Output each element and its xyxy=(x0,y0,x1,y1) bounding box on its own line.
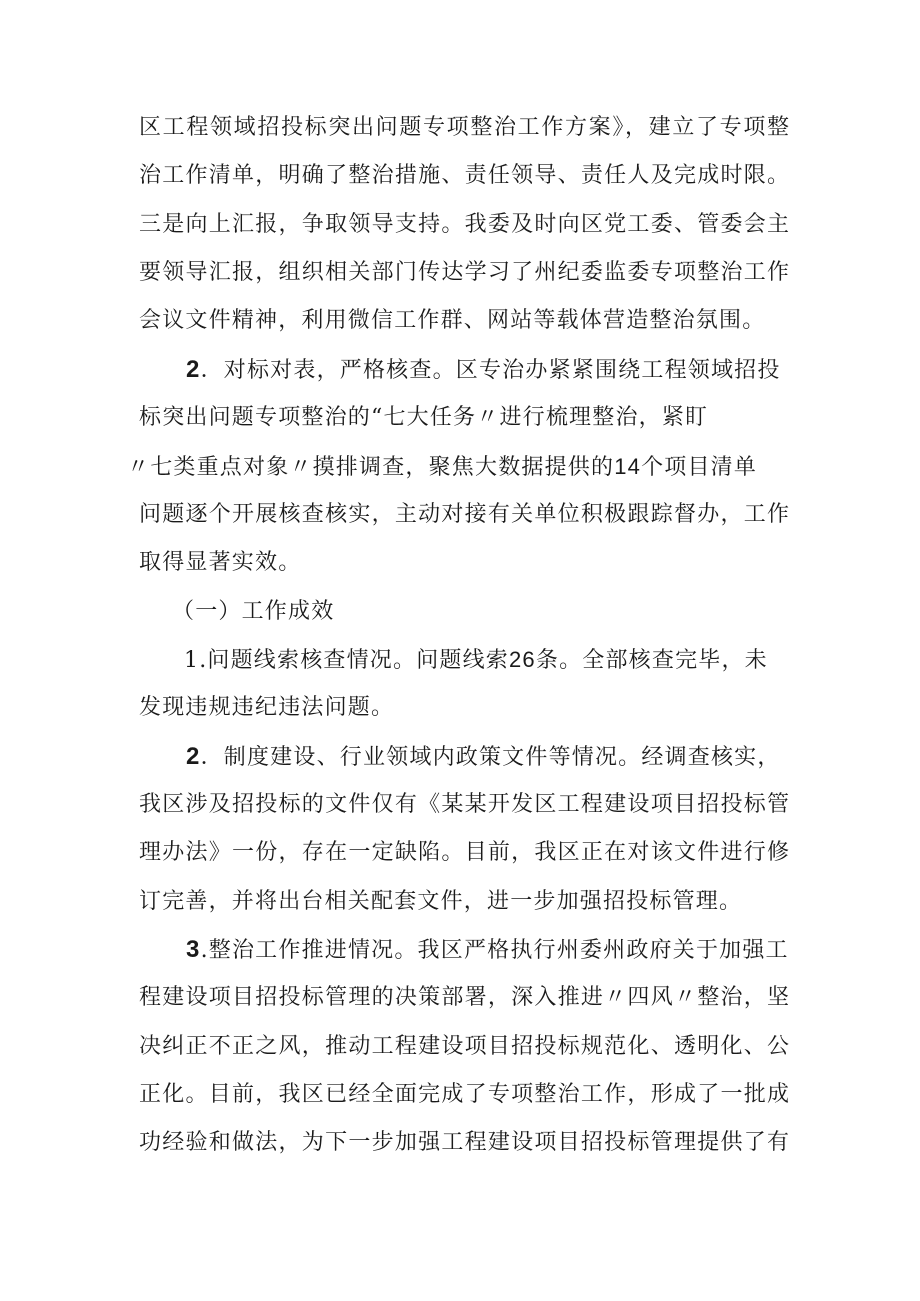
item2-line-1-text: ．对标对表，严格核查。区专治办紧紧围绕工程领域招投 xyxy=(200,358,781,383)
result3-line-2: 程建设项目招投标管理的决策部署，深入推进〃四风〃整治，坚 xyxy=(139,985,789,1010)
item2-line-4: 问题逐个开展核查核实，主动对接有关单位积极跟踪督办，工作 xyxy=(139,502,789,527)
result2-line-1 xyxy=(186,740,789,774)
item2-number: 2 xyxy=(186,356,201,383)
item2-line-3-pre: 〃七类重点对象〃摸排调查，聚焦大数据提供的 xyxy=(127,455,615,480)
result2-line-1-text: ．制度建设、行业领域内政策文件等情况。经调查核实， xyxy=(200,745,781,770)
item2-line-1 xyxy=(186,353,789,387)
section-heading: （一）工作成效 xyxy=(172,599,335,624)
result3-line-3: 决纠正不正之风，推动工程建设项目招投标规范化、透明化、公 xyxy=(139,1034,789,1059)
result2-number: 2 xyxy=(186,743,201,770)
item2-line-2: 标突出问题专项整治的“七大任务〃进行梳理整治，紧盯 xyxy=(139,405,709,430)
intro-line-3: 三是向上汇报，争取领导支持。我委及时向区党工委、管委会主 xyxy=(139,212,789,237)
result2-line-2: 我区涉及招投标的文件仅有《某某开发区工程建设项目招投标管 xyxy=(139,792,789,817)
item2-line-3-post: 个项目清单 xyxy=(641,455,758,480)
intro-line-4: 要领导汇报，组织相关部门传达学习了州纪委监委专项整治工作 xyxy=(139,260,789,285)
result1-line-1-post: 条。全部核查完毕，未 xyxy=(535,648,768,673)
result1-line-1 xyxy=(184,643,789,677)
result1-line-1-pre: 1.问题线索核查情况。问题线索 xyxy=(184,648,509,673)
result2-line-4: 订完善，并将出台相关配套文件，进一步加强招投标管理。 xyxy=(139,889,743,914)
result3-line-1 xyxy=(186,933,789,967)
result3-line-5: 功经验和做法，为下一步加强工程建设项目招投标管理提供了有 xyxy=(139,1130,789,1155)
item2-line-3 xyxy=(127,450,789,484)
result3-line-4: 正化。目前，我区已经全面完成了专项整治工作，形成了一批成 xyxy=(139,1082,789,1107)
intro-line-1: 区工程领域招投标突出问题专项整治工作方案》，建立了专项整 xyxy=(139,115,789,140)
result1-clue-count: 26 xyxy=(509,647,536,672)
item2-project-count: 14 xyxy=(614,454,642,479)
intro-line-2: 治工作清单，明确了整治措施、责任领导、责任人及完成时限。 xyxy=(139,163,789,188)
result2-line-3: 理办法》一份，存在一定缺陷。目前，我区正在对该文件进行修 xyxy=(139,840,789,865)
result1-line-2: 发现违规违纪违法问题。 xyxy=(139,695,395,720)
result3-line-1-text: .整治工作推进情况。我区严格执行州委州政府关于加强工 xyxy=(200,938,789,963)
intro-line-5: 会议文件精神，利用微信工作群、网站等载体营造整治氛围。 xyxy=(139,308,766,333)
result3-number: 3 xyxy=(186,936,201,963)
item2-line-5: 取得显著实效。 xyxy=(139,550,302,575)
